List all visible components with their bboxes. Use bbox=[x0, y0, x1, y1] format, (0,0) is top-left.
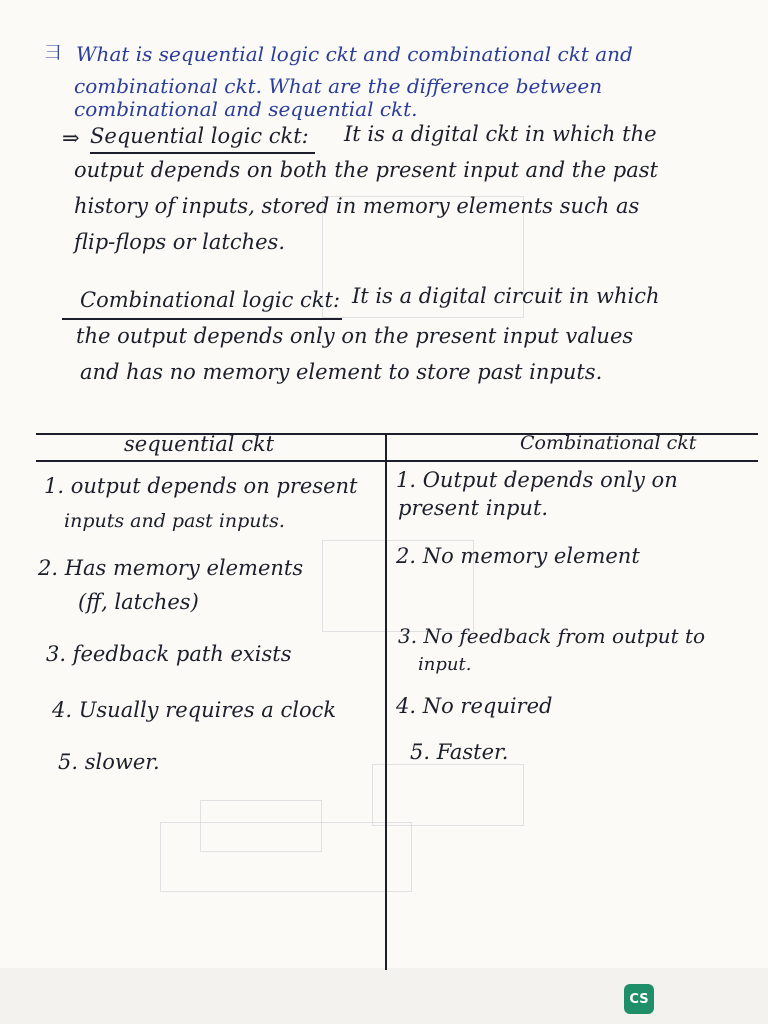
bleed-through-box bbox=[160, 822, 412, 892]
combinational-row-4: 4. No required bbox=[396, 694, 553, 718]
combinational-row-3-line-1: 3. No feedback from output to bbox=[398, 624, 706, 648]
sequential-row-2-line-1: 2. Has memory elements bbox=[38, 556, 304, 580]
table-column-divider bbox=[385, 433, 387, 970]
sequential-row-1-line-1: 1. output depends on present bbox=[44, 474, 358, 498]
sequential-def-line-1: It is a digital ckt in which the bbox=[344, 122, 657, 146]
combinational-def-line-3: and has no memory element to store past inputs. bbox=[80, 360, 603, 384]
question-line-3: combinational and sequential ckt. bbox=[74, 97, 418, 121]
combinational-row-1-line-2: present input. bbox=[398, 496, 549, 520]
combinational-row-5: 5. Faster. bbox=[410, 740, 509, 764]
sequential-row-2-line-2: (ff, latches) bbox=[78, 590, 199, 614]
sequential-row-5: 5. slower. bbox=[58, 750, 160, 774]
combinational-row-3-line-2: input. bbox=[418, 654, 472, 675]
combinational-term-underline bbox=[62, 318, 342, 320]
answer-arrow: ⇒ bbox=[62, 126, 80, 150]
question-marker: 彐 bbox=[44, 43, 62, 64]
camscanner-logo: CS bbox=[624, 984, 654, 1014]
sequential-def-line-3: history of inputs, stored in memory elements such as bbox=[74, 194, 640, 218]
table-header-rule bbox=[36, 460, 758, 462]
sequential-row-1-line-2: inputs and past inputs. bbox=[64, 510, 285, 532]
sequential-def-line-2: output depends on both the present input and the past bbox=[74, 158, 658, 182]
combinational-def-line-1: It is a digital circuit in which bbox=[352, 284, 660, 308]
combinational-row-1-line-1: 1. Output depends only on bbox=[396, 468, 678, 492]
sequential-term-underline bbox=[90, 152, 315, 154]
sequential-def-line-4: flip-flops or latches. bbox=[74, 230, 286, 254]
combinational-term: Combinational logic ckt: bbox=[80, 288, 341, 312]
sequential-row-4: 4. Usually requires a clock bbox=[52, 698, 337, 722]
header-sequential: sequential ckt bbox=[124, 432, 275, 456]
sequential-row-3: 3. feedback path exists bbox=[46, 642, 292, 666]
combinational-row-2: 2. No memory element bbox=[396, 544, 640, 568]
header-combinational: Combinational ckt bbox=[520, 432, 697, 454]
question-line-1: What is sequential logic ckt and combinational ckt and bbox=[76, 42, 633, 66]
combinational-def-line-2: the output depends only on the present input values bbox=[76, 324, 634, 348]
sequential-term: Sequential logic ckt: bbox=[90, 124, 309, 148]
bleed-through-box bbox=[372, 764, 524, 826]
question-line-2: combinational ckt. What are the difference between bbox=[74, 74, 603, 98]
